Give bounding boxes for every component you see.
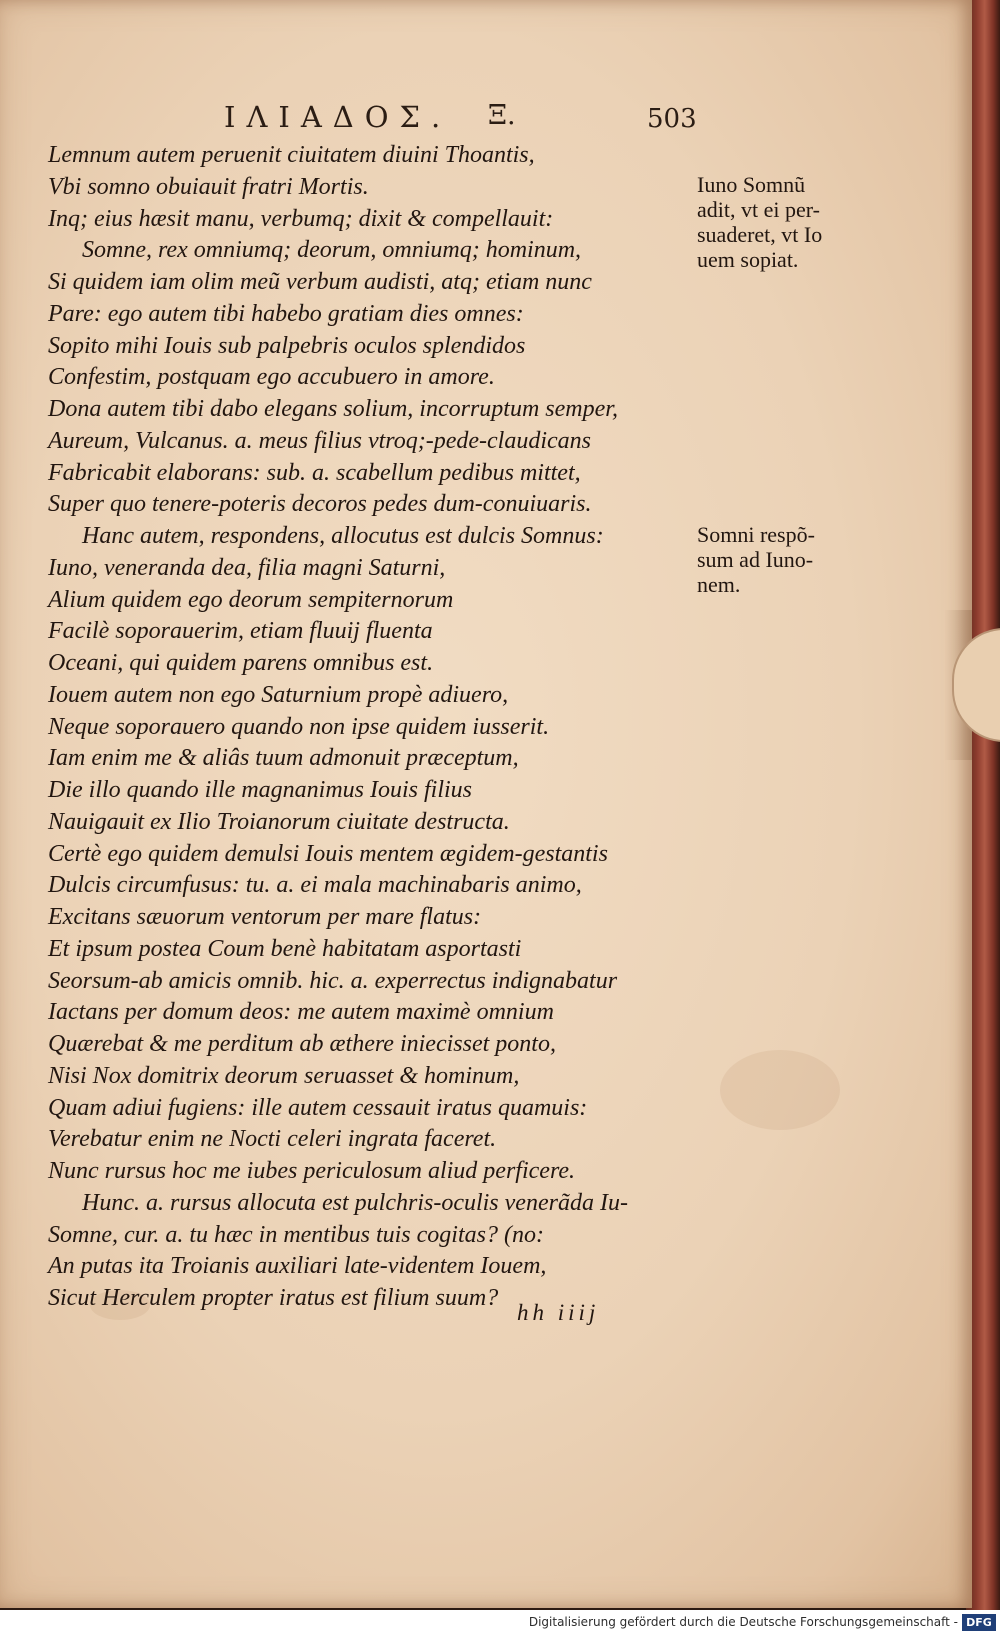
running-head-book: Ξ. [488,100,516,131]
margin-note-somni [697,522,867,597]
main-text-block [48,140,688,1315]
text-line: Vbi somno obuiauit fratri Mortis. [48,173,369,200]
margin-note-line: adit, vt ei per- [697,197,820,222]
margin-note-line: sum ad Iuno- [697,547,814,572]
footer-credit: Digitalisierung gefördert durch die Deutsche Forschungsgemeinschaft - [528,1615,958,1629]
text-line: Quam adiui fugiens: ille autem cessauit iratus quamuis: [48,1094,588,1121]
text-line: Somne, rex omniumq; deorum, omniumq; hominum, [82,237,582,264]
text-line: Excitans sæuorum ventorum per mare flatus: [48,904,482,930]
margin-note-iuno [697,172,867,272]
text-line: Fabricabit elaborans: sub. a. scabellum pedibus mittet, [48,459,581,486]
text-line: Neque soporauero quando non ipse quidem iusserit. [48,713,550,740]
text-line: Hunc. a. rursus allocuta est pulchris-oculis venerãda Iu- [82,1189,628,1216]
margin-note-line: uem sopiat. [697,247,799,272]
text-line: Hanc autem, respondens, allocutus est dulcis Somnus: [82,523,604,549]
text-line: Nisi Nox domitrix deorum seruasset & hominum, [48,1062,520,1089]
running-head-title: ΙΛΙΑΔΟΣ. [224,100,452,134]
text-line: Dona autem tibi dabo elegans solium, incorruptum semper, [48,396,618,422]
text-line: Dulcis circumfusus: tu. a. ei mala machinabaris animo, [48,872,582,899]
text-line: Seorsum-ab amicis omnib. hic. a. experrectus indignabatur [48,967,618,994]
text-line: Confestim, postquam ego accubuero in amore. [48,364,495,391]
text-line: Et ipsum postea Coum benè habitatam asportasti [48,935,522,962]
text-line: Inq; eius hæsit manu, verbumq; dixit & compellauit: [48,205,554,232]
text-line: Iactans per domum deos: me autem maximè omnium [48,999,554,1026]
text-line: Sopito mihi Iouis sub palpebris oculos splendidos [48,332,526,359]
page-number: 503 [647,104,697,134]
margin-note-line: nem. [697,572,741,597]
text-line: Alium quidem ego deorum sempiternorum [48,586,454,613]
margin-note-line: Somni respõ- [697,522,815,547]
text-line: Somne, cur. a. tu hæc in mentibus tuis cogitas? (no: [48,1221,544,1248]
text-line: Lemnum autem peruenit ciuitatem diuini Thoantis, [48,142,535,168]
text-line: Iuno, veneranda dea, filia magni Saturni, [48,554,446,581]
text-line: Iouem autem non ego Saturnium propè adiuero, [48,681,509,708]
text-line: Pare: ego autem tibi habebo gratiam dies omnes: [48,300,524,327]
text-line: Iam enim me & aliâs tuum admonuit præceptum, [48,745,519,772]
text-line: Nauigauit ex Ilio Troianorum ciuitate destructa. [48,808,510,835]
text-line: Nunc rursus hoc me iubes periculosum aliud perficere. [48,1158,576,1184]
margin-note-line: suaderet, vt Io [697,222,823,247]
text-line: Oceani, qui quidem parens omnibus est. [48,650,434,676]
dfg-logo: DFG [962,1614,996,1631]
text-line: An putas ita Troianis auxiliari late-videntem Iouem, [48,1253,547,1280]
text-line: Quærebat & me perditum ab æthere iniecisset ponto, [48,1031,556,1057]
text-line: Sicut Herculem propter iratus est filium suum? [48,1285,499,1311]
text-line: Aureum, Vulcanus. a. meus filius vtroq;-pede-claudicans [48,427,591,454]
text-line: Certè ego quidem demulsi Iouis mentem ægidem-gestantis [48,840,608,867]
text-line: Facilè soporauerim, etiam fluuij fluenta [48,618,433,645]
margin-note-line: Iuno Somnũ [697,172,806,197]
text-line: Si quidem iam olim meũ verbum audisti, atq; etiam nunc [48,269,592,295]
text-line: Super quo tenere-poteris decoros pedes dum-conuiuaris. [48,491,592,518]
text-line: Verebatur enim ne Nocti celeri ingrata faceret. [48,1126,497,1153]
text-line: Die illo quando ille magnanimus Iouis filius [48,777,472,803]
signature-mark: hh iiij [517,1300,600,1325]
digitization-footer [0,1610,1000,1636]
running-head [0,100,972,140]
paper-stain [720,1050,840,1130]
